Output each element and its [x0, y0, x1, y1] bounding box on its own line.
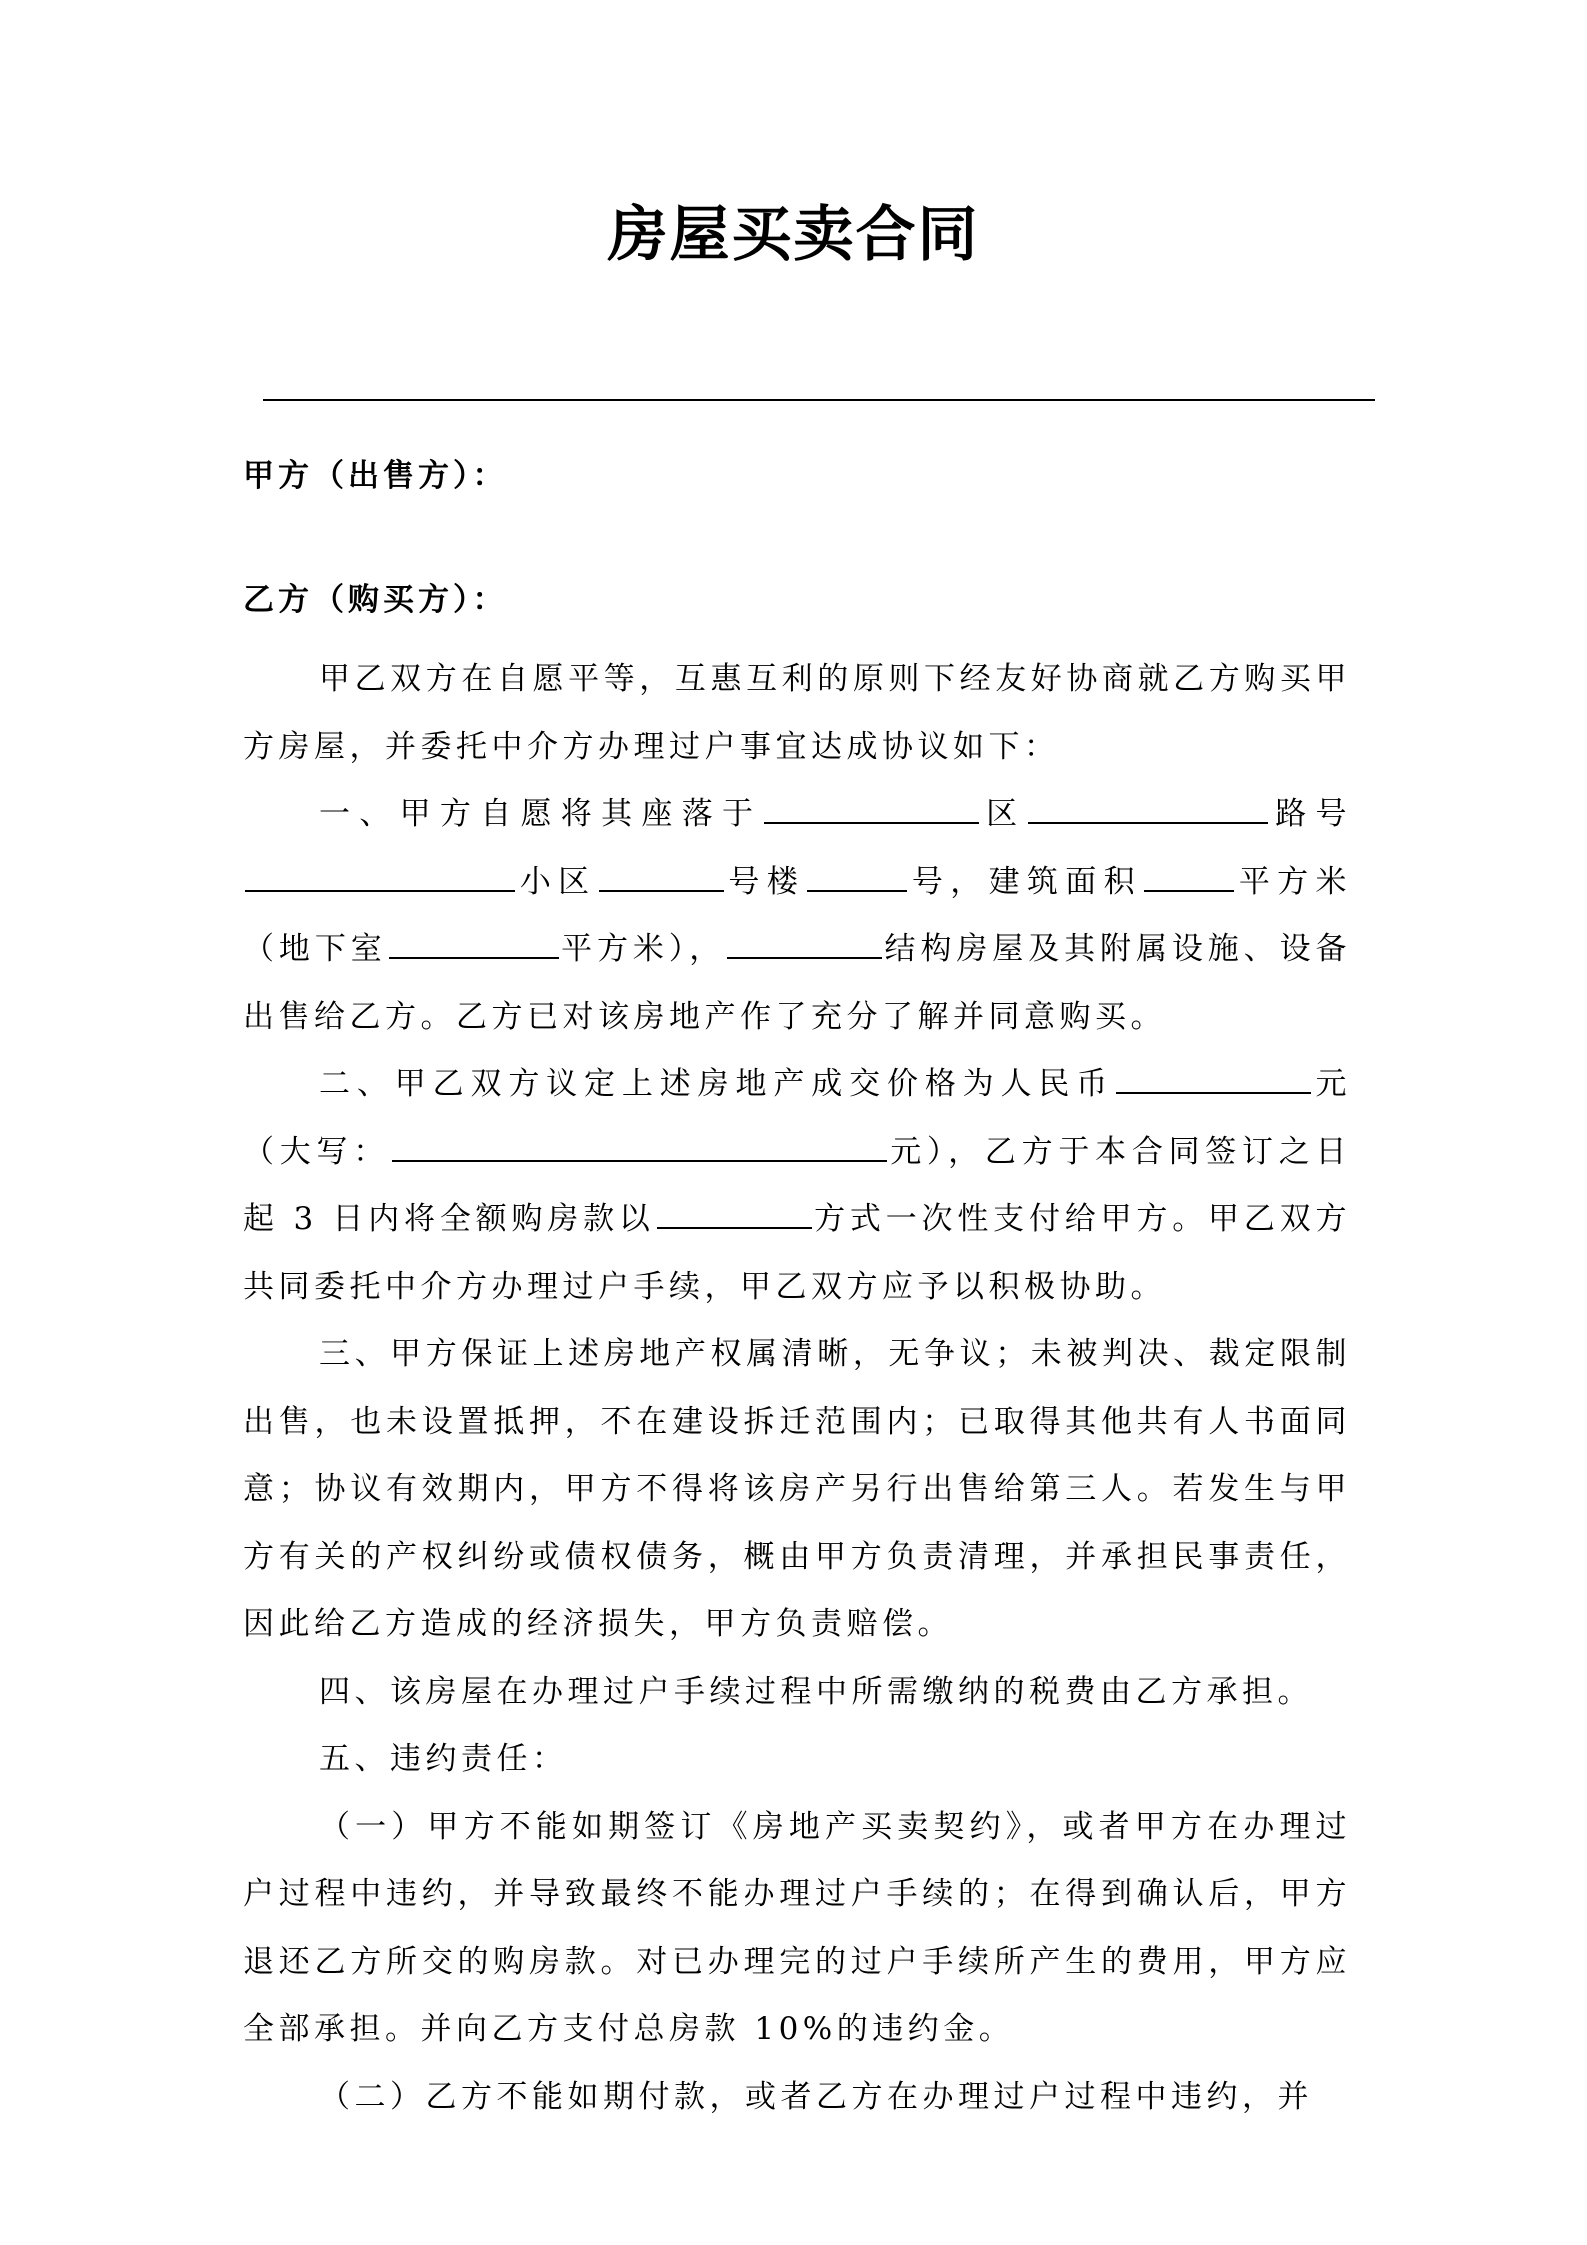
clause-1-text: 平方米）， [560, 931, 726, 967]
structure-blank [727, 923, 882, 959]
clause-5-item-2: （二）乙方不能如期付款，或者乙方在办理过户过程中违约，并 [319, 2078, 1313, 2115]
intro-paragraph: 甲乙双方在自愿平等，互惠互利的原则下经友好协商就乙方购买甲方房屋，并委托中介方办理过户事宜达成协议如下： [243, 661, 1351, 765]
clause-1-text: 区 [981, 796, 1027, 832]
clause-5-item-1: （一）甲方不能如期签订《房地产买卖契约》，或者甲方在办理过户过程中违约，并导致最终不能办理过户手续的；在得到确认后，甲方退还乙方所交的购房款。对已办理完的过户手续所产生的费用，甲方应全部承担。并向乙方支付总房款 10%的违约金。 [243, 1808, 1351, 2047]
community-blank [599, 856, 724, 892]
party-a-label: 甲方（出售方）： [243, 458, 508, 494]
clause-1-text: 一、甲方自愿将其座落于 [319, 796, 763, 832]
clause-1-text: 平方米（地下室 [243, 863, 1351, 967]
document-title: 房屋买卖合同 [607, 200, 980, 270]
clause-1-text: 号，建筑面积 [909, 863, 1142, 900]
road-blank [1028, 788, 1268, 824]
clause-2 [243, 1051, 1351, 1321]
area-blank [1144, 856, 1234, 892]
clause-1-text: 小区 [517, 863, 597, 900]
clause-2-text: 元（大写： [243, 1066, 1352, 1170]
clause-4: 四、该房屋在办理过户手续过程中所需缴纳的税费由乙方承担。 [319, 1673, 1313, 1710]
clause-1-text: 号楼 [725, 863, 806, 900]
clause-1-text: 路号 [1270, 796, 1352, 832]
price-blank [1116, 1058, 1311, 1094]
clause-2-text: 二、甲乙双方议定上述房地产成交价格为人民币 [319, 1066, 1115, 1102]
clause-1 [243, 781, 1351, 1051]
basement-area-blank [389, 923, 559, 959]
clause-5: 五、违约责任： [319, 1741, 568, 1777]
party-b-label: 乙方（购买方）： [243, 582, 508, 618]
district-blank [764, 788, 979, 824]
price-in-words-blank [392, 1126, 887, 1162]
clause-2-text: 方式一次性支付给甲方。甲乙双方共同委托中介方办理过户手续，甲乙双方应予以积极协助。 [243, 1201, 1352, 1305]
contract-body [243, 646, 1351, 2131]
payment-method-blank [657, 1193, 812, 1229]
clause-1-text: 结构房屋及其附属设施、设备出售给乙方。乙方已对该房地产作了充分了解并同意购买。 [243, 931, 1352, 1035]
clause-2-text: 元），乙方于本合同签订之日起 3 日内将全额购房款以 [243, 1133, 1352, 1237]
building-blank [807, 856, 907, 892]
title-divider [263, 399, 1375, 401]
number-blank [245, 856, 515, 892]
clause-3: 三、甲方保证上述房地产权属清晰，无争议；未被判决、裁定限制出售，也未设置抵押，不在建设拆迁范围内；已取得其他共有人书面同意；协议有效期内，甲方不得将该房产另行出售给第三人。若发生与甲方有关的产权纠纷或债权债务，概由甲方负责清理，并承担民事责任，因此给乙方造成的经济损失，甲方负责赔偿。 [243, 1336, 1351, 1642]
